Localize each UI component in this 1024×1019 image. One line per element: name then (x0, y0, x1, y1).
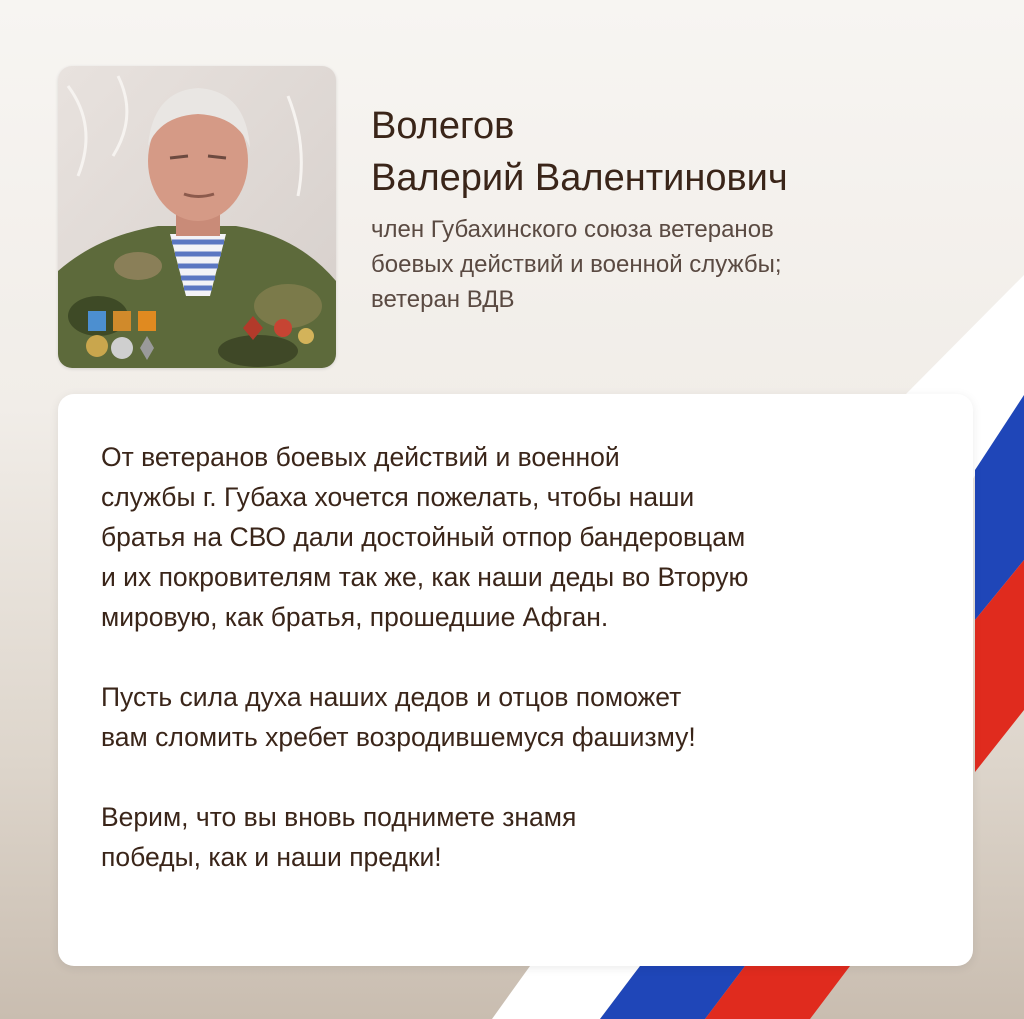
veteran-role (371, 212, 951, 317)
role-line: член Губахинского союза ветеранов (371, 216, 774, 243)
message-line: победы, как и наши предки! (101, 842, 442, 872)
message-line: и их покровителям так же, как наши деды во Вторую (101, 562, 749, 592)
veteran-name (371, 100, 931, 204)
message-line: Пусть сила духа наших дедов и отцов поможет (101, 682, 682, 712)
veteran-portrait-photo (58, 66, 336, 368)
message-line: От ветеранов боевых действий и военной (101, 442, 620, 472)
message-line: Верим, что вы вновь поднимете знамя (101, 802, 577, 832)
veteran-name-patronymic: Валерий Валентинович (371, 157, 788, 199)
veteran-surname: Волегов (371, 105, 515, 147)
message-line: братья на СВО дали достойный отпор бандеровцам (101, 522, 746, 552)
message-paragraph (101, 797, 941, 877)
message-line: мировую, как братья, прошедшие Афган. (101, 602, 609, 632)
message-line: вам сломить хребет возродившемуся фашизму! (101, 722, 696, 752)
role-line: ветеран ВДВ (371, 286, 515, 313)
message-line: службы г. Губаха хочется пожелать, чтобы наши (101, 482, 695, 512)
message-paragraph (101, 437, 941, 637)
message-paragraph (101, 677, 941, 757)
message-text (101, 437, 941, 917)
role-line: боевых действий и военной службы; (371, 251, 782, 278)
